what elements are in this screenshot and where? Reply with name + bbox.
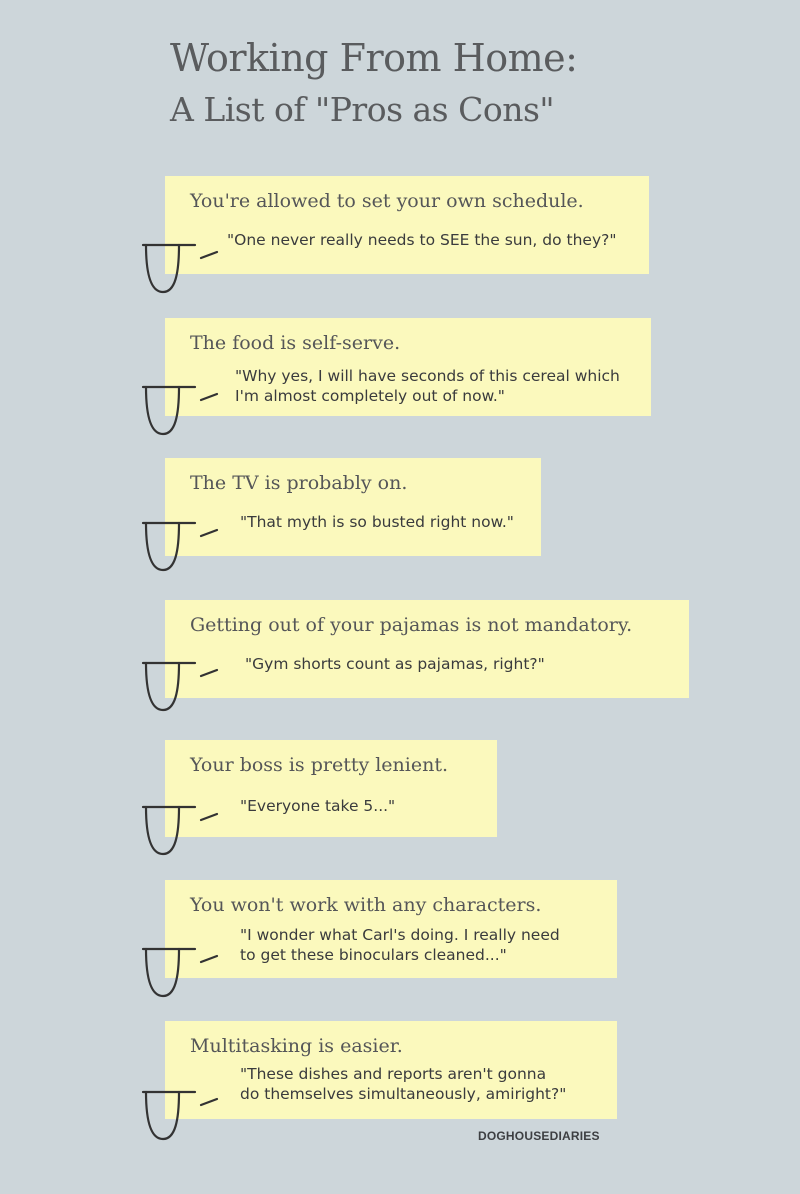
coffee-mug-icon xyxy=(143,948,193,1006)
note-card xyxy=(165,176,649,274)
pro-text: You're allowed to set your own schedule. xyxy=(190,190,584,212)
coffee-mug-icon xyxy=(143,662,193,720)
page-title: Working From Home: xyxy=(170,36,578,80)
page-subtitle: A List of "Pros as Cons" xyxy=(170,90,555,129)
note-card xyxy=(165,600,689,698)
note-card xyxy=(165,740,497,837)
con-quote: "These dishes and reports aren't gonna do themselves simultaneously, amiright?" xyxy=(240,1065,567,1103)
coffee-mug-icon xyxy=(143,244,193,302)
note-card xyxy=(165,458,541,556)
pro-text: The food is self-serve. xyxy=(190,332,401,354)
pro-text: Getting out of your pajamas is not mandatory. xyxy=(190,614,633,636)
pro-text: You won't work with any characters. xyxy=(190,894,542,916)
con-quote: "That myth is so busted right now." xyxy=(240,513,514,531)
pro-text: Your boss is pretty lenient. xyxy=(190,754,449,776)
pro-text: The TV is probably on. xyxy=(190,472,408,494)
con-quote: "Gym shorts count as pajamas, right?" xyxy=(245,655,545,673)
con-quote: "Why yes, I will have seconds of this cereal which I'm almost completely out of now." xyxy=(235,367,620,405)
pro-text: Multitasking is easier. xyxy=(190,1035,403,1057)
con-quote: "One never really needs to SEE the sun, do they?" xyxy=(227,231,617,249)
note-card xyxy=(165,880,617,978)
note-card xyxy=(165,318,651,416)
note-card xyxy=(165,1021,617,1119)
coffee-mug-icon xyxy=(143,522,193,580)
coffee-mug-icon xyxy=(143,1091,193,1149)
coffee-mug-icon xyxy=(143,386,193,444)
con-quote: "Everyone take 5..." xyxy=(240,797,396,815)
con-quote: "I wonder what Carl's doing. I really need to get these binoculars cleaned..." xyxy=(240,926,560,964)
coffee-mug-icon xyxy=(143,806,193,864)
credit-text: DOGHOUSEDIARIES xyxy=(478,1129,600,1143)
